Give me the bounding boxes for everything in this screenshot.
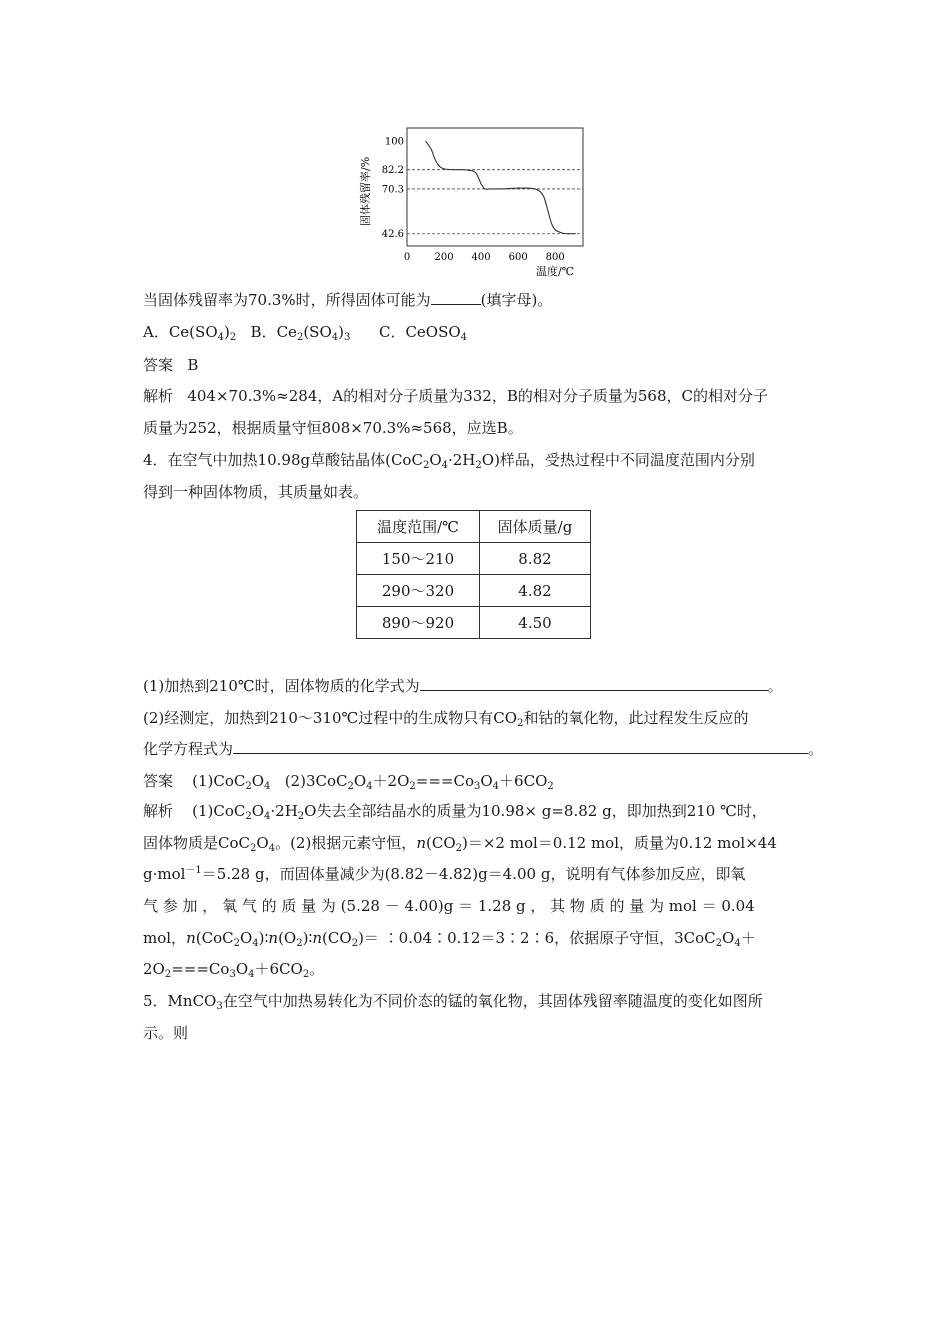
q4-sub2-blank[interactable] (233, 739, 808, 754)
q4-stem-line-2: 得到一种固体物质，其质量如表。 (143, 483, 369, 501)
q4-analysis-line-6: $2O_2===Co_3O_4+6CO_2$。 (143, 960, 325, 980)
plot-frame (407, 128, 583, 246)
answer-label: 答案 (143, 772, 174, 790)
q3-option-a: A．$Ce(SO_4)_2$ (143, 323, 237, 343)
table-header-row (357, 511, 591, 543)
table-cell: 4.82 (480, 575, 591, 607)
residue-curve (426, 141, 576, 234)
analysis-label: 解析 (143, 802, 174, 820)
q3-stem-text: 当固体残留率为70.3%时，所得固体可能为 (143, 291, 431, 309)
q4-sub1: (1)加热到210℃时，固体物质的化学式为 。 (143, 677, 783, 695)
table-header-cell: 温度范围/℃ (357, 511, 480, 543)
q4-analysis-line-3: g·mol$^{-1}$＝5.28 g，而固体量减少为(8.82－4.82)g＝4.00 g，说明有气体参加反应，即氧 (143, 865, 746, 883)
q4-analysis-line-2: 固体物质是$CoC_2O_4$。(2)根据元素守恒，$n(CO_2)=\times 2$ mol＝0.12 mol，质量为0.12 mol×44 (143, 834, 777, 854)
table-cell: 150～210 (357, 543, 480, 575)
y-tick-label: 70.3 (381, 184, 404, 196)
q3-answer-blank[interactable] (431, 290, 481, 305)
q3-options (143, 321, 467, 343)
x-axis-title: 温度/℃ (536, 265, 575, 278)
q4-analysis-line-4: 气 参 加 ， 氧 气 的 质 量 为 (5.28 － 4.00)g ＝ 1.28 g ， 其 物 质 的 量 为 mol ＝ 0.04 (143, 897, 755, 915)
residue-rate-chart (355, 120, 595, 280)
q5-stem-line-2: 示。则 (143, 1024, 189, 1042)
q4-sub2-line-1: (2)经测定，加热到210～310℃过程中的生成物只有$CO_2$和钴的氧化物，此过程发生反应的 (143, 709, 749, 729)
x-tick-label: 600 (508, 252, 528, 263)
reference-lines (407, 170, 583, 234)
y-axis-title: 固体残留率/% (359, 156, 372, 226)
q3-option-c: C．CeOSO$_4$ (378, 323, 468, 343)
q4-answer (143, 770, 554, 792)
q3-analysis-text-1: 404×70.3%≈284，A的相对分子质量为332，B的相对分子质量为568，C的相对分子 (187, 387, 768, 405)
y-axis-label (358, 157, 372, 226)
table-header-cell: 固体质量/g (480, 511, 591, 543)
q3-analysis-text-2: 质量为252，根据质量守恒808×70.3%≈568，应选B。 (143, 419, 523, 437)
q3-answer-value: B (187, 356, 199, 374)
table-cell: 890～920 (357, 607, 480, 639)
y-tick-labels (382, 136, 404, 240)
q3-option-b: B．$Ce_2(SO_4)_3$ (250, 323, 351, 343)
q4-sub2-line-2: 化学方程式为 。 (143, 740, 824, 758)
q4-sub1-blank[interactable] (420, 676, 768, 691)
q3-answer (143, 354, 198, 376)
q3-analysis-line-2 (143, 417, 523, 439)
y-tick-label: 100 (384, 136, 404, 148)
q4-answer-1: $(1)CoC_2O_4$ (192, 772, 271, 792)
q4-analysis-line-5: mol，$n(CoC_2O_4)∶n(O_2)∶n(CO_2)=$ ∶0.04∶0.12＝3∶2∶6，依据原子守恒，$3CoC_2O_4+$ (143, 929, 756, 949)
q5-stem-line-1: 5．MnCO$_3$在空气中加热易转化为不同价态的锰的氧化物，其固体残留率随温度的变化如图所 (143, 992, 763, 1012)
table-cell: 290～320 (357, 575, 480, 607)
table-row (357, 607, 591, 639)
q4-answer-2: $(2)3CoC_2O_4+2O_2===Co_3O_4+6CO_2$ (284, 772, 554, 792)
analysis-label: 解析 (143, 387, 174, 405)
q3-stem (143, 289, 552, 311)
x-tick-label: 0 (403, 252, 411, 263)
x-tick-label: 400 (471, 252, 491, 263)
q4-stem-line-1: 4．在空气中加热10.98g草酸钴晶体$(CoC_2O_4\cdot 2H_2O)$样品，受热过程中不同温度范围内分别 (143, 451, 755, 471)
table-cell: 4.50 (480, 607, 591, 639)
x-tick-label: 800 (545, 252, 565, 263)
temperature-mass-table (356, 510, 591, 639)
y-tick-label: 42.6 (381, 229, 404, 241)
q4-analysis-line-1: 解析 $(1)CoC_2O_4\cdot 2H_2O$失去全部结晶水的质量为10.98× g=8.82 g，即加热到210 ℃时， (143, 802, 767, 822)
x-tick-label: 200 (434, 252, 454, 263)
table-row (357, 575, 591, 607)
table-row (357, 543, 591, 575)
table-cell: 8.82 (480, 543, 591, 575)
q3-analysis-line-1 (143, 385, 768, 407)
answer-label: 答案 (143, 356, 174, 374)
q3-stem-end: (填字母)。 (480, 291, 553, 309)
y-tick-label: 82.2 (381, 165, 404, 177)
x-tick-labels (404, 252, 565, 263)
